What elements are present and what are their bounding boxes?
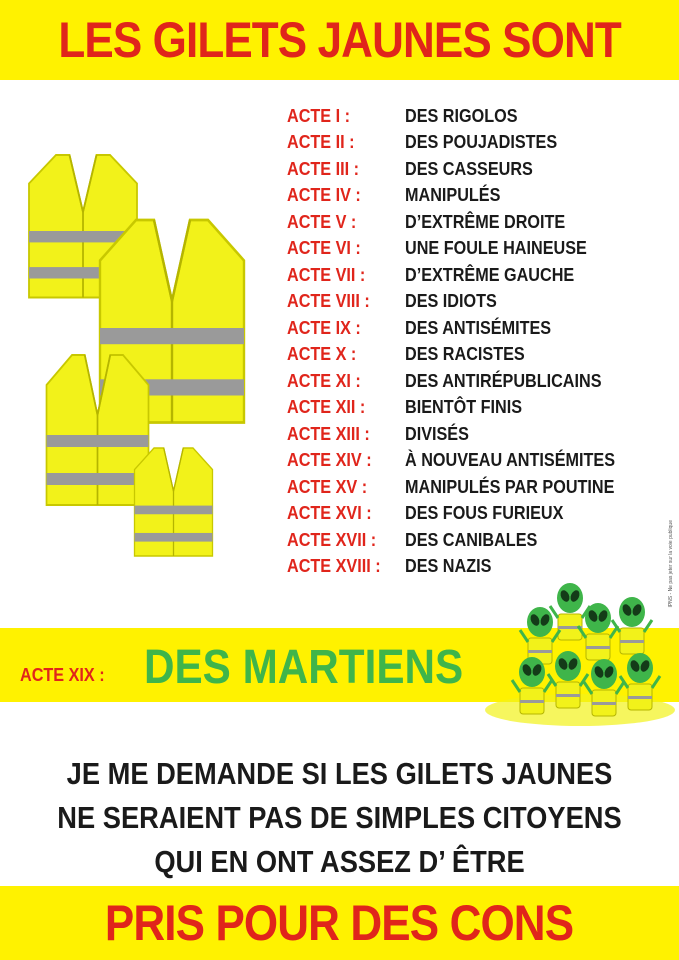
act-description: DES ANTISÉMITES (405, 317, 552, 338)
highlight-value: DES MARTIENS (144, 641, 464, 694)
act-description: DIVISÉS (405, 423, 469, 444)
yellow-vest-icon (47, 355, 149, 505)
question-text (0, 752, 679, 884)
act-label: ACTE XVII : (287, 529, 377, 550)
yellow-vests-illustration (20, 150, 260, 570)
alien-icon (612, 597, 652, 654)
list-item (287, 474, 667, 501)
act-description: D’EXTRÊME DROITE (405, 211, 566, 232)
question-line: NE SERAIENT PAS DE SIMPLES CITOYENS (57, 800, 622, 835)
act-label: ACTE XIV : (287, 450, 372, 471)
question-line: QUI EN ONT ASSEZ D’ ÊTRE (154, 844, 525, 879)
header-band (0, 0, 679, 80)
act-label: ACTE XVI : (287, 503, 372, 524)
alien-icon (520, 607, 560, 664)
list-item (287, 289, 667, 316)
footer-title: PRIS POUR DES CONS (105, 895, 574, 951)
highlight-label: ACTE XIX : (20, 665, 105, 685)
list-item (287, 262, 667, 289)
list-item (287, 448, 667, 475)
act-label: ACTE XI : (287, 370, 361, 391)
act-label: ACTE V : (287, 211, 357, 232)
list-item (287, 368, 667, 395)
act-description: MANIPULÉS (405, 185, 501, 206)
list-item (287, 130, 667, 157)
page-title: LES GILETS JAUNES SONT (58, 12, 621, 68)
list-item (287, 395, 667, 422)
act-description: BIENTÔT FINIS (405, 397, 522, 418)
list-item (287, 421, 667, 448)
acts-list (287, 103, 667, 580)
aliens-illustration (480, 570, 675, 730)
act-description: DES NAZIS (405, 556, 492, 577)
list-item (287, 156, 667, 183)
list-item (287, 501, 667, 528)
list-item (287, 103, 667, 130)
list-item (287, 342, 667, 369)
act-label: ACTE X : (287, 344, 357, 365)
act-description: DES CASSEURS (405, 158, 533, 179)
act-description: À NOUVEAU ANTISÉMITES (405, 450, 616, 471)
list-item (287, 209, 667, 236)
act-label: ACTE XIII : (287, 423, 370, 444)
alien-icon (550, 583, 590, 640)
act-label: ACTE VIII : (287, 291, 370, 312)
act-label: ACTE VI : (287, 238, 361, 259)
side-note: IPNS - Ne pas jeter sur la voie publique (668, 520, 674, 608)
question-line: JE ME DEMANDE SI LES GILETS JAUNES (66, 756, 613, 791)
act-description: DES ANTIRÉPUBLICAINS (405, 370, 602, 391)
act-label: ACTE IX : (287, 317, 361, 338)
act-description: DES RACISTES (405, 344, 525, 365)
list-item (287, 183, 667, 210)
act-description: DES POUJADISTES (405, 132, 558, 153)
footer-band (0, 886, 679, 960)
act-description: D’EXTRÊME GAUCHE (405, 264, 575, 285)
list-item (287, 315, 667, 342)
act-label: ACTE III : (287, 158, 359, 179)
yellow-vest-icon (135, 448, 213, 556)
act-description: UNE FOULE HAINEUSE (405, 238, 587, 259)
act-description: DES FOUS FURIEUX (405, 503, 564, 524)
list-item (287, 236, 667, 263)
act-label: ACTE I : (287, 105, 350, 126)
act-description: DES IDIOTS (405, 291, 497, 312)
act-label: ACTE VII : (287, 264, 366, 285)
act-description: MANIPULÉS PAR POUTINE (405, 476, 615, 497)
alien-icon (578, 603, 618, 660)
act-label: ACTE II : (287, 132, 355, 153)
act-label: ACTE XVIII : (287, 556, 381, 577)
act-description: DES CANIBALES (405, 529, 538, 550)
act-description: DES RIGOLOS (405, 105, 518, 126)
act-label: ACTE IV : (287, 185, 361, 206)
act-label: ACTE XII : (287, 397, 366, 418)
list-item (287, 527, 667, 554)
act-label: ACTE XV : (287, 476, 368, 497)
